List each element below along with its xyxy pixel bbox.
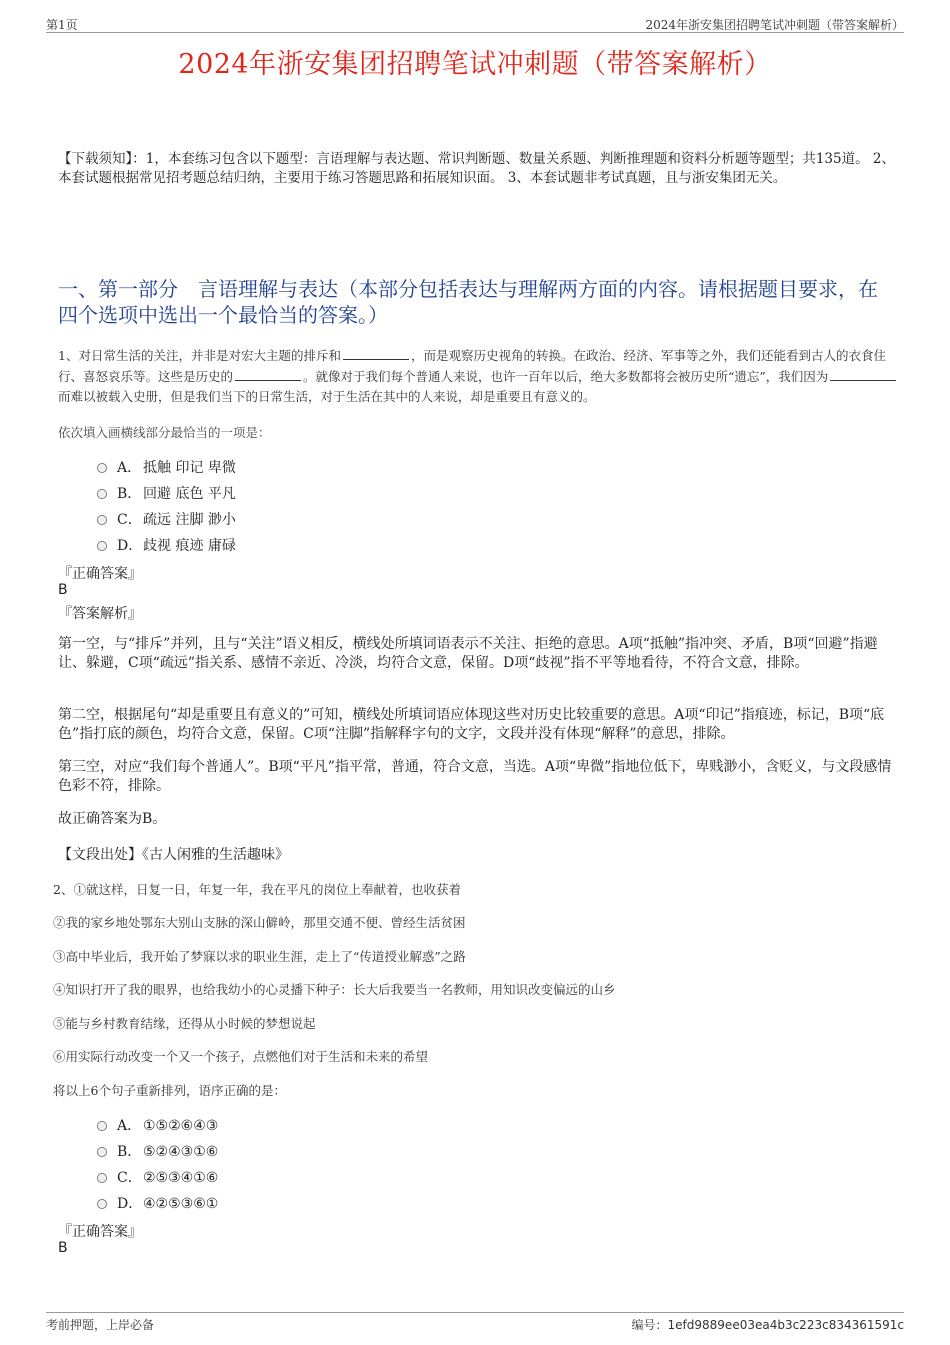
- question-1-part-3: 。就像对于我们每个普通人来说，也许一百年以后，绝大多数都将会被历史所“遗忘”，我们因为: [303, 368, 829, 384]
- q2-option-c[interactable]: C．②⑤③④①⑥: [97, 1167, 218, 1187]
- q1-option-c[interactable]: C．疏远 注脚 渺小: [97, 509, 236, 529]
- radio-icon[interactable]: [97, 1147, 107, 1157]
- q2-sentence-4: ④知识打开了我的眼界，也给我幼小的心灵播下种子：长大后我要当一名教师，用知识改变偏远的山乡: [53, 982, 616, 997]
- q1-analysis-para-2: 第二空，根据尾句“却是重要且有意义的”可知，横线处所填词语应体现这些对历史比较重要的意思。A项“印记”指痕迹，标记，B项“底色”指打底的颜色，均符合文意，保留。C项“注脚”指解释字句的文字，文段并没有体现“解释”的意思，排除。: [58, 707, 885, 742]
- question-1-prompt: 依次填入画横线部分最恰当的一项是：: [58, 425, 271, 440]
- footer-code: 编号：1efd9889ee03ea4b3c223c834361591c: [631, 1318, 904, 1332]
- radio-icon[interactable]: [97, 541, 107, 551]
- fill-blank-2: [235, 368, 301, 381]
- page-header: [46, 14, 904, 33]
- fill-blank-1: [343, 347, 409, 360]
- q2-option-d[interactable]: D．④②⑤③⑥①: [97, 1193, 218, 1213]
- q2-answer: B: [58, 1240, 68, 1256]
- question-1-text: [58, 346, 902, 408]
- section-heading: 一、第一部分 言语理解与表达（本部分包括表达与理解两方面的内容。请根据题目要求，在四个选项中选出一个最恰当的答案。）: [58, 277, 878, 327]
- page-number: 第1页: [46, 18, 78, 32]
- q2-sentence-5: ⑤能与乡村教育结缘，还得从小时候的梦想说起: [53, 1016, 316, 1031]
- q1-answer: B: [58, 582, 68, 598]
- page-footer: [46, 1312, 904, 1333]
- q2-sentence-1: 2、①就这样，日复一日，年复一年，我在平凡的岗位上奉献着，也收获着: [53, 882, 461, 897]
- q2-sentence-2: ②我的家乡地处鄂东大别山支脉的深山僻岭，那里交通不便、曾经生活贫困: [53, 915, 466, 930]
- footer-slogan: 考前押题，上岸必备: [46, 1318, 155, 1332]
- download-notice: 【下载须知】：1，本套练习包含以下题型：言语理解与表达题、常识判断题、数量关系题、判断推理题和资料分析题等题型；共135道。 2、本套试题根据常见招考题总结归纳，主要用于练习答题思路和拓展知识面。 3、本套试题非考试真题，且与浙安集团无关。: [58, 151, 895, 186]
- radio-icon[interactable]: [97, 1199, 107, 1209]
- q1-option-a[interactable]: A． 抵触 印记 卑微: [97, 457, 236, 477]
- q2-answer-label: 『正确答案』: [58, 1224, 142, 1240]
- question-2-prompt: 将以上6个句子重新排列，语序正确的是：: [53, 1083, 286, 1098]
- q1-analysis-para-3: 第三空，对应“我们每个普通人”。B项“平凡”指平常，普通，符合文意，当选。A项“卑微”指地位低下，卑贱渺小，含贬义，与文段感情色彩不符，排除。: [58, 759, 892, 794]
- q1-analysis-para-1: 第一空，与“排斥”并列，且与“关注”语义相反，横线处所填词语表示不关注、拒绝的意思。A项“抵触”指冲突、矛盾，B项“回避”指避让、躲避，C项“疏远”指关系、感情不亲近、冷淡，均符合文意，保留。D项“歧视”指不平等地看待，不符合文意，排除。: [58, 636, 878, 671]
- radio-icon[interactable]: [97, 489, 107, 499]
- q1-analysis-conclusion: 故正确答案为B。: [58, 811, 167, 827]
- radio-icon[interactable]: [97, 463, 107, 473]
- radio-icon[interactable]: [97, 1173, 107, 1183]
- q1-answer-label: 『正确答案』: [58, 566, 142, 582]
- fill-blank-3: [830, 368, 896, 381]
- q2-sentence-6: ⑥用实际行动改变一个又一个孩子，点燃他们对于生活和未来的希望: [53, 1049, 429, 1064]
- radio-icon[interactable]: [97, 1121, 107, 1131]
- q1-option-b[interactable]: B． 回避 底色 平凡: [97, 483, 236, 503]
- q2-option-a[interactable]: A． ①⑤②⑥④③: [97, 1115, 218, 1135]
- header-doc-title: 2024年浙安集团招聘笔试冲刺题（带答案解析）: [645, 18, 904, 32]
- question-1-part-4: 而难以被载入史册，但是我们当下的日常生活，对于生活在其中的人来说，却是重要且有意义的。: [58, 389, 596, 404]
- q2-sentence-3: ③高中毕业后，我开始了梦寐以求的职业生涯，走上了“传道授业解惑”之路: [53, 949, 466, 964]
- radio-icon[interactable]: [97, 515, 107, 525]
- question-1-part-2: ，而是观察历史视角的转换。在政治、经济、军事等之外，我们还能看到古人的衣食住行、喜怒哀乐等。这些是历史的: [58, 348, 886, 384]
- page-title: 2024年浙安集团招聘笔试冲刺题（带答案解析）: [178, 49, 772, 80]
- question-1-part-1: 1、对日常生活的关注，并非是对宏大主题的排斥和: [58, 348, 341, 363]
- q1-source: 【文段出处】《古人闲雅的生活趣味》: [58, 847, 289, 863]
- q1-option-d[interactable]: D．歧视 痕迹 庸碌: [97, 535, 236, 555]
- q2-option-b[interactable]: B． ⑤②④③①⑥: [97, 1141, 218, 1161]
- q1-analysis-label: 『答案解析』: [58, 606, 142, 622]
